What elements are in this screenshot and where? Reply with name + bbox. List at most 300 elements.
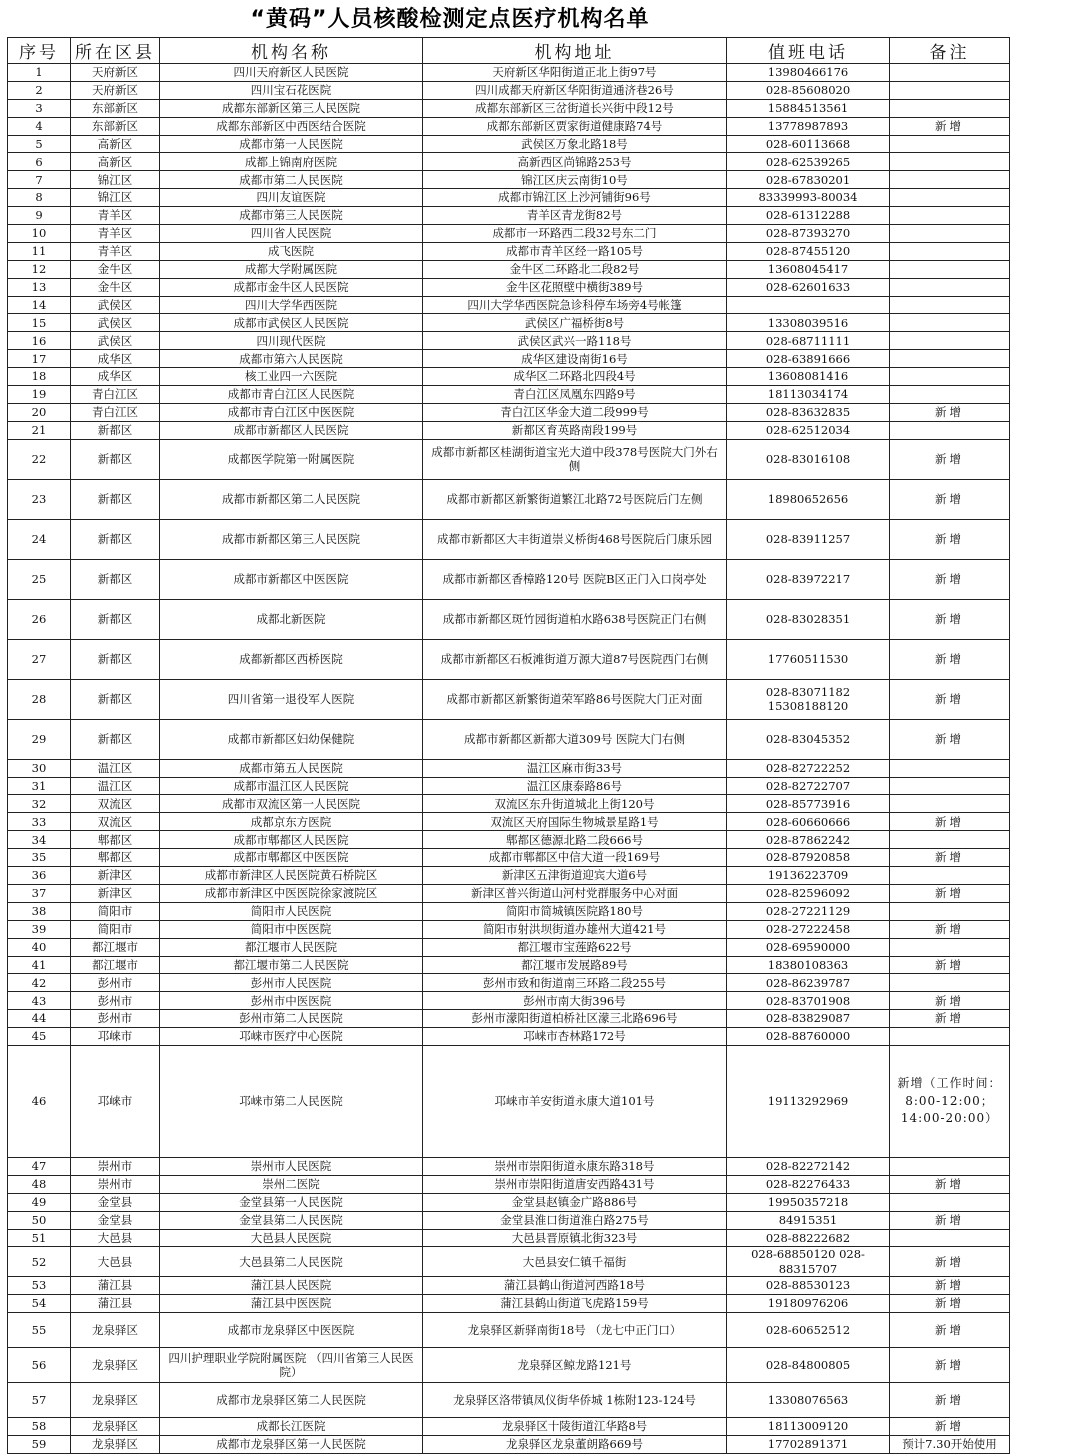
cell-remark: 新增 xyxy=(890,956,1010,974)
cell-district: 成华区 xyxy=(71,368,160,386)
cell-remark: 新增 xyxy=(890,920,1010,938)
table-row xyxy=(8,867,1010,885)
cell-institution: 四川护理职业学院附属医院 （四川省第三人民医院） xyxy=(160,1347,423,1382)
cell-district: 锦江区 xyxy=(71,171,160,189)
cell-remark: 新增 xyxy=(890,639,1010,679)
cell-institution: 彭州市人民医院 xyxy=(160,974,423,992)
cell-institution: 成都市双流区第一人民医院 xyxy=(160,795,423,813)
cell-district: 金堂县 xyxy=(71,1211,160,1229)
table-header-row xyxy=(8,38,1010,64)
cell-district: 温江区 xyxy=(71,759,160,777)
cell-district: 蒲江县 xyxy=(71,1295,160,1313)
cell-address: 简阳市简城镇医院路180号 xyxy=(423,902,727,920)
cell-index: 31 xyxy=(8,777,71,795)
cell-district: 龙泉驿区 xyxy=(71,1382,160,1417)
cell-phone: 028-83071182 15308188120 xyxy=(727,679,890,719)
cell-institution: 大邑县人民医院 xyxy=(160,1229,423,1247)
cell-remark: 新增 xyxy=(890,1211,1010,1229)
cell-remark xyxy=(890,296,1010,314)
cell-phone: 028-67830201 xyxy=(727,171,890,189)
cell-address: 成都市新都区斑竹园街道柏水路638号医院正门右侧 xyxy=(423,599,727,639)
cell-district: 天府新区 xyxy=(71,64,160,82)
cell-address: 龙泉驿区鲸龙路121号 xyxy=(423,1347,727,1382)
cell-remark: 新增 xyxy=(890,1247,1010,1277)
cell-district: 武侯区 xyxy=(71,314,160,332)
cell-index: 11 xyxy=(8,242,71,260)
cell-district: 新都区 xyxy=(71,719,160,759)
cell-index: 1 xyxy=(8,64,71,82)
cell-remark xyxy=(890,759,1010,777)
cell-institution: 四川天府新区人民医院 xyxy=(160,64,423,82)
cell-address: 成都市一环路西二段32号东二门 xyxy=(423,225,727,243)
cell-phone: 028-82722252 xyxy=(727,759,890,777)
cell-address: 龙泉驿区洛带镇凤仪街华侨城 1栋附123-124号 xyxy=(423,1382,727,1417)
cell-address: 蒲江县鹤山街道河西路18号 xyxy=(423,1277,727,1295)
table-row xyxy=(8,439,1010,479)
cell-address: 温江区康泰路86号 xyxy=(423,777,727,795)
table-row xyxy=(8,813,1010,831)
cell-address: 大邑县晋原镇北街323号 xyxy=(423,1229,727,1247)
cell-district: 新都区 xyxy=(71,679,160,719)
table-row xyxy=(8,1347,1010,1382)
cell-institution: 成都市新津区人民医院黄石桥院区 xyxy=(160,867,423,885)
cell-address: 金牛区花照壁中横街389号 xyxy=(423,278,727,296)
cell-remark xyxy=(890,1229,1010,1247)
cell-institution: 成都新都区西桥医院 xyxy=(160,639,423,679)
cell-phone: 028-88530123 xyxy=(727,1277,890,1295)
table-row xyxy=(8,902,1010,920)
cell-remark xyxy=(890,278,1010,296)
cell-index: 17 xyxy=(8,350,71,368)
table-row xyxy=(8,332,1010,350)
cell-index: 48 xyxy=(8,1175,71,1193)
table-body xyxy=(8,64,1010,1454)
table-row xyxy=(8,153,1010,171)
cell-index: 46 xyxy=(8,1045,71,1157)
cell-index: 36 xyxy=(8,867,71,885)
cell-phone: 028-87862242 xyxy=(727,831,890,849)
cell-remark: 新增 xyxy=(890,1277,1010,1295)
cell-address: 大邑县安仁镇千福街 xyxy=(423,1247,727,1277)
cell-institution: 成都市新都区妇幼保健院 xyxy=(160,719,423,759)
cell-district: 彭州市 xyxy=(71,974,160,992)
cell-phone: 13608045417 xyxy=(727,260,890,278)
cell-remark xyxy=(890,1028,1010,1046)
cell-index: 42 xyxy=(8,974,71,992)
cell-district: 金堂县 xyxy=(71,1193,160,1211)
cell-institution: 成都市新都区第二人民医院 xyxy=(160,479,423,519)
cell-address: 成都东部新区三岔街道长兴街中段12号 xyxy=(423,99,727,117)
cell-index: 14 xyxy=(8,296,71,314)
cell-district: 新都区 xyxy=(71,519,160,559)
table-row xyxy=(8,278,1010,296)
cell-index: 54 xyxy=(8,1295,71,1313)
cell-address: 成都市新都区新繁街道繁江北路72号医院后门左侧 xyxy=(423,479,727,519)
cell-remark xyxy=(890,260,1010,278)
cell-address: 武侯区武兴一路118号 xyxy=(423,332,727,350)
cell-institution: 成都市新都区第三人民医院 xyxy=(160,519,423,559)
cell-address: 崇州市崇阳街道永康东路318号 xyxy=(423,1157,727,1175)
cell-index: 55 xyxy=(8,1312,71,1347)
cell-institution: 四川大学华西医院 xyxy=(160,296,423,314)
cell-address: 崇州市崇阳街道唐安西路431号 xyxy=(423,1175,727,1193)
cell-institution: 崇州市人民医院 xyxy=(160,1157,423,1175)
cell-phone: 028-83911257 xyxy=(727,519,890,559)
cell-index: 29 xyxy=(8,719,71,759)
cell-institution: 彭州市中医医院 xyxy=(160,992,423,1010)
cell-phone: 028-63891666 xyxy=(727,350,890,368)
cell-index: 47 xyxy=(8,1157,71,1175)
cell-institution: 成都大学附属医院 xyxy=(160,260,423,278)
cell-index: 18 xyxy=(8,368,71,386)
cell-phone: 028-60660666 xyxy=(727,813,890,831)
cell-remark xyxy=(890,135,1010,153)
cell-phone: 13778987893 xyxy=(727,117,890,135)
column-header-district: 所在区县 xyxy=(71,38,160,64)
cell-phone: 028-83016108 xyxy=(727,439,890,479)
cell-remark xyxy=(890,350,1010,368)
cell-index: 23 xyxy=(8,479,71,519)
cell-institution: 核工业四一六医院 xyxy=(160,368,423,386)
table-row xyxy=(8,207,1010,225)
cell-address: 青白江区凤凰东四路9号 xyxy=(423,386,727,404)
cell-phone: 18380108363 xyxy=(727,956,890,974)
cell-index: 27 xyxy=(8,639,71,679)
institution-table xyxy=(7,37,1010,1454)
cell-index: 13 xyxy=(8,278,71,296)
cell-district: 龙泉驿区 xyxy=(71,1347,160,1382)
cell-institution: 成都市郫都区人民医院 xyxy=(160,831,423,849)
table-row xyxy=(8,1028,1010,1046)
cell-address: 金牛区二环路北二段82号 xyxy=(423,260,727,278)
cell-phone: 028-87920858 xyxy=(727,849,890,867)
cell-phone: 028-27222458 xyxy=(727,920,890,938)
cell-district: 天府新区 xyxy=(71,81,160,99)
cell-index: 22 xyxy=(8,439,71,479)
cell-district: 青羊区 xyxy=(71,207,160,225)
cell-remark: 预计7.30开始使用 xyxy=(890,1435,1010,1453)
cell-remark: 新增 xyxy=(890,1010,1010,1028)
cell-institution: 都江堰市人民医院 xyxy=(160,938,423,956)
table-row xyxy=(8,1229,1010,1247)
cell-phone: 028-88760000 xyxy=(727,1028,890,1046)
cell-institution: 四川宝石花医院 xyxy=(160,81,423,99)
cell-index: 3 xyxy=(8,99,71,117)
table-row xyxy=(8,1157,1010,1175)
cell-address: 龙泉驿区十陵街道江华路8号 xyxy=(423,1417,727,1435)
column-header-remark: 备注 xyxy=(890,38,1010,64)
cell-institution: 简阳市人民医院 xyxy=(160,902,423,920)
cell-district: 崇州市 xyxy=(71,1175,160,1193)
table-row xyxy=(8,1417,1010,1435)
cell-address: 彭州市致和街道南三环路二段255号 xyxy=(423,974,727,992)
cell-remark xyxy=(890,1193,1010,1211)
table-row xyxy=(8,368,1010,386)
table-row xyxy=(8,849,1010,867)
table-row xyxy=(8,189,1010,207)
cell-address: 成都市新都区香樟路120号 医院B区正门入口岗亭处 xyxy=(423,559,727,599)
cell-phone: 13308076563 xyxy=(727,1382,890,1417)
cell-address: 新都区育英路南段199号 xyxy=(423,421,727,439)
column-header-institution: 机构名称 xyxy=(160,38,423,64)
cell-index: 53 xyxy=(8,1277,71,1295)
cell-address: 青羊区青龙街82号 xyxy=(423,207,727,225)
cell-index: 58 xyxy=(8,1417,71,1435)
cell-district: 双流区 xyxy=(71,795,160,813)
table-row xyxy=(8,956,1010,974)
column-header-address: 机构地址 xyxy=(423,38,727,64)
cell-phone: 028-87393270 xyxy=(727,225,890,243)
cell-institution: 成都医学院第一附属医院 xyxy=(160,439,423,479)
cell-remark: 新增 xyxy=(890,1382,1010,1417)
table-row xyxy=(8,559,1010,599)
cell-institution: 成都市第五人民医院 xyxy=(160,759,423,777)
cell-remark xyxy=(890,974,1010,992)
cell-district: 青羊区 xyxy=(71,242,160,260)
cell-institution: 成都东部新区中西医结合医院 xyxy=(160,117,423,135)
cell-institution: 四川省人民医院 xyxy=(160,225,423,243)
cell-institution: 四川现代医院 xyxy=(160,332,423,350)
cell-index: 45 xyxy=(8,1028,71,1046)
table-row xyxy=(8,350,1010,368)
cell-address: 新津区普兴街道山河村党群服务中心对面 xyxy=(423,884,727,902)
cell-institution: 成都东部新区第三人民医院 xyxy=(160,99,423,117)
cell-remark xyxy=(890,153,1010,171)
cell-index: 56 xyxy=(8,1347,71,1382)
table-row xyxy=(8,64,1010,82)
cell-remark: 新增 xyxy=(890,439,1010,479)
cell-phone: 028-62601633 xyxy=(727,278,890,296)
cell-phone: 028-83701908 xyxy=(727,992,890,1010)
cell-phone: 028-85608020 xyxy=(727,81,890,99)
cell-district: 金牛区 xyxy=(71,278,160,296)
column-header-index: 序号 xyxy=(8,38,71,64)
table-row xyxy=(8,599,1010,639)
cell-district: 青羊区 xyxy=(71,225,160,243)
cell-remark xyxy=(890,64,1010,82)
cell-phone: 028-83045352 xyxy=(727,719,890,759)
table-row xyxy=(8,296,1010,314)
cell-remark xyxy=(890,867,1010,885)
cell-phone: 19180976206 xyxy=(727,1295,890,1313)
cell-institution: 成都市青白江区中医医院 xyxy=(160,403,423,421)
cell-address: 成都市新都区新都大道309号 医院大门右侧 xyxy=(423,719,727,759)
cell-remark: 新增 xyxy=(890,719,1010,759)
cell-index: 40 xyxy=(8,938,71,956)
cell-phone: 028-87455120 xyxy=(727,242,890,260)
cell-institution: 成都市第二人民医院 xyxy=(160,171,423,189)
cell-address: 天府新区华阳街道正北上街97号 xyxy=(423,64,727,82)
cell-district: 东部新区 xyxy=(71,99,160,117)
cell-institution: 大邑县第二人民医院 xyxy=(160,1247,423,1277)
cell-remark: 新增 xyxy=(890,1295,1010,1313)
cell-address: 双流区天府国际生物城景星路1号 xyxy=(423,813,727,831)
table-row xyxy=(8,99,1010,117)
cell-phone: 028-83829087 xyxy=(727,1010,890,1028)
cell-address: 龙泉驿区新驿南街18号 （龙七中正门口） xyxy=(423,1312,727,1347)
cell-phone: 18113009120 xyxy=(727,1417,890,1435)
cell-phone: 17702891371 xyxy=(727,1435,890,1453)
cell-phone: 028-82596092 xyxy=(727,884,890,902)
cell-phone: 028-27221129 xyxy=(727,902,890,920)
cell-remark: 新增 xyxy=(890,403,1010,421)
cell-index: 39 xyxy=(8,920,71,938)
cell-remark: 新增 xyxy=(890,519,1010,559)
cell-institution: 成都上锦南府医院 xyxy=(160,153,423,171)
cell-institution: 成都市温江区人民医院 xyxy=(160,777,423,795)
cell-district: 郫都区 xyxy=(71,831,160,849)
cell-remark xyxy=(890,902,1010,920)
cell-phone xyxy=(727,296,890,314)
table-row xyxy=(8,974,1010,992)
table-row xyxy=(8,403,1010,421)
cell-remark xyxy=(890,777,1010,795)
table-row xyxy=(8,1010,1010,1028)
table-row xyxy=(8,1277,1010,1295)
cell-index: 9 xyxy=(8,207,71,225)
cell-institution: 金堂县第二人民医院 xyxy=(160,1211,423,1229)
cell-phone: 19136223709 xyxy=(727,867,890,885)
table-row xyxy=(8,679,1010,719)
cell-address: 成华区建设南街16号 xyxy=(423,350,727,368)
cell-phone: 028-88222682 xyxy=(727,1229,890,1247)
cell-address: 成都市锦江区上沙河铺街96号 xyxy=(423,189,727,207)
cell-remark: 新增 xyxy=(890,559,1010,599)
cell-address: 成华区二环路北四段4号 xyxy=(423,368,727,386)
cell-district: 金牛区 xyxy=(71,260,160,278)
cell-index: 44 xyxy=(8,1010,71,1028)
cell-district: 新都区 xyxy=(71,439,160,479)
table-row xyxy=(8,386,1010,404)
cell-index: 12 xyxy=(8,260,71,278)
cell-phone: 028-60652512 xyxy=(727,1312,890,1347)
cell-address: 成都市新都区大丰街道崇义桥街468号医院后门康乐园 xyxy=(423,519,727,559)
cell-remark xyxy=(890,831,1010,849)
table-row xyxy=(8,519,1010,559)
cell-address: 蒲江县鹤山街道飞虎路159号 xyxy=(423,1295,727,1313)
cell-index: 20 xyxy=(8,403,71,421)
cell-phone: 028-68711111 xyxy=(727,332,890,350)
table-row xyxy=(8,135,1010,153)
cell-remark: 新增 xyxy=(890,1347,1010,1382)
cell-phone: 028-68850120 028-88315707 xyxy=(727,1247,890,1277)
cell-phone: 028-62512034 xyxy=(727,421,890,439)
cell-remark xyxy=(890,99,1010,117)
cell-address: 温江区麻市街33号 xyxy=(423,759,727,777)
cell-index: 5 xyxy=(8,135,71,153)
cell-institution: 成都市龙泉驿区第二人民医院 xyxy=(160,1382,423,1417)
cell-district: 新都区 xyxy=(71,479,160,519)
cell-institution: 彭州市第二人民医院 xyxy=(160,1010,423,1028)
cell-district: 郫都区 xyxy=(71,849,160,867)
cell-index: 15 xyxy=(8,314,71,332)
cell-institution: 邛崃市第二人民医院 xyxy=(160,1045,423,1157)
table-row xyxy=(8,225,1010,243)
cell-phone: 13980466176 xyxy=(727,64,890,82)
cell-district: 武侯区 xyxy=(71,332,160,350)
cell-address: 成都市新都区新繁街道荣军路86号医院大门正对面 xyxy=(423,679,727,719)
cell-remark: 新增 xyxy=(890,479,1010,519)
cell-phone: 19113292969 xyxy=(727,1045,890,1157)
cell-district: 青白江区 xyxy=(71,403,160,421)
cell-phone: 17760511530 xyxy=(727,639,890,679)
cell-address: 高新西区尚锦路253号 xyxy=(423,153,727,171)
cell-index: 8 xyxy=(8,189,71,207)
cell-district: 大邑县 xyxy=(71,1229,160,1247)
cell-address: 龙泉驿区龙泉董朗路669号 xyxy=(423,1435,727,1453)
cell-phone: 15884513561 xyxy=(727,99,890,117)
cell-phone: 84915351 xyxy=(727,1211,890,1229)
cell-phone: 028-85773916 xyxy=(727,795,890,813)
cell-remark: 新增 xyxy=(890,884,1010,902)
cell-institution: 成都长江医院 xyxy=(160,1417,423,1435)
cell-phone: 028-61312288 xyxy=(727,207,890,225)
cell-phone: 028-83972217 xyxy=(727,559,890,599)
cell-remark: 新增 xyxy=(890,1312,1010,1347)
cell-remark xyxy=(890,332,1010,350)
cell-remark: 新增 xyxy=(890,679,1010,719)
cell-address: 邛崃市杏林路172号 xyxy=(423,1028,727,1046)
table-row xyxy=(8,1247,1010,1277)
cell-district: 武侯区 xyxy=(71,296,160,314)
cell-remark: 新增 xyxy=(890,1175,1010,1193)
cell-institution: 蒲江县中医医院 xyxy=(160,1295,423,1313)
cell-remark xyxy=(890,314,1010,332)
cell-index: 38 xyxy=(8,902,71,920)
cell-phone: 028-84800805 xyxy=(727,1347,890,1382)
cell-phone: 028-82722707 xyxy=(727,777,890,795)
cell-institution: 蒲江县人民医院 xyxy=(160,1277,423,1295)
table-row xyxy=(8,1435,1010,1453)
table-row xyxy=(8,242,1010,260)
column-header-phone: 值班电话 xyxy=(727,38,890,64)
cell-institution: 崇州二医院 xyxy=(160,1175,423,1193)
cell-institution: 成都市第一人民医院 xyxy=(160,135,423,153)
cell-institution: 邛崃市医疗中心医院 xyxy=(160,1028,423,1046)
cell-phone: 028-86239787 xyxy=(727,974,890,992)
cell-index: 6 xyxy=(8,153,71,171)
cell-district: 邛崃市 xyxy=(71,1028,160,1046)
cell-district: 彭州市 xyxy=(71,992,160,1010)
cell-institution: 成飞医院 xyxy=(160,242,423,260)
cell-phone: 028-83028351 xyxy=(727,599,890,639)
cell-address: 金堂县淮口街道淮白路275号 xyxy=(423,1211,727,1229)
cell-remark xyxy=(890,207,1010,225)
cell-district: 龙泉驿区 xyxy=(71,1312,160,1347)
cell-district: 成华区 xyxy=(71,350,160,368)
cell-index: 24 xyxy=(8,519,71,559)
cell-index: 4 xyxy=(8,117,71,135)
table-row xyxy=(8,639,1010,679)
table-row xyxy=(8,719,1010,759)
cell-district: 青白江区 xyxy=(71,386,160,404)
cell-address: 锦江区庆云南街10号 xyxy=(423,171,727,189)
table-row xyxy=(8,795,1010,813)
cell-address: 简阳市射洪坝街道办雄州大道421号 xyxy=(423,920,727,938)
cell-address: 成都市新都区石板滩街道万源大道87号医院西门右侧 xyxy=(423,639,727,679)
cell-district: 邛崃市 xyxy=(71,1045,160,1157)
cell-district: 彭州市 xyxy=(71,1010,160,1028)
cell-phone: 18113034174 xyxy=(727,386,890,404)
page-title: “黄码”人员核酸检测定点医疗机构名单 xyxy=(250,7,650,32)
cell-phone: 028-83632835 xyxy=(727,403,890,421)
cell-institution: 成都市新都区中医医院 xyxy=(160,559,423,599)
table-row xyxy=(8,421,1010,439)
cell-institution: 成都市武侯区人民医院 xyxy=(160,314,423,332)
cell-remark: 新增 xyxy=(890,813,1010,831)
cell-district: 龙泉驿区 xyxy=(71,1417,160,1435)
table-row xyxy=(8,1211,1010,1229)
